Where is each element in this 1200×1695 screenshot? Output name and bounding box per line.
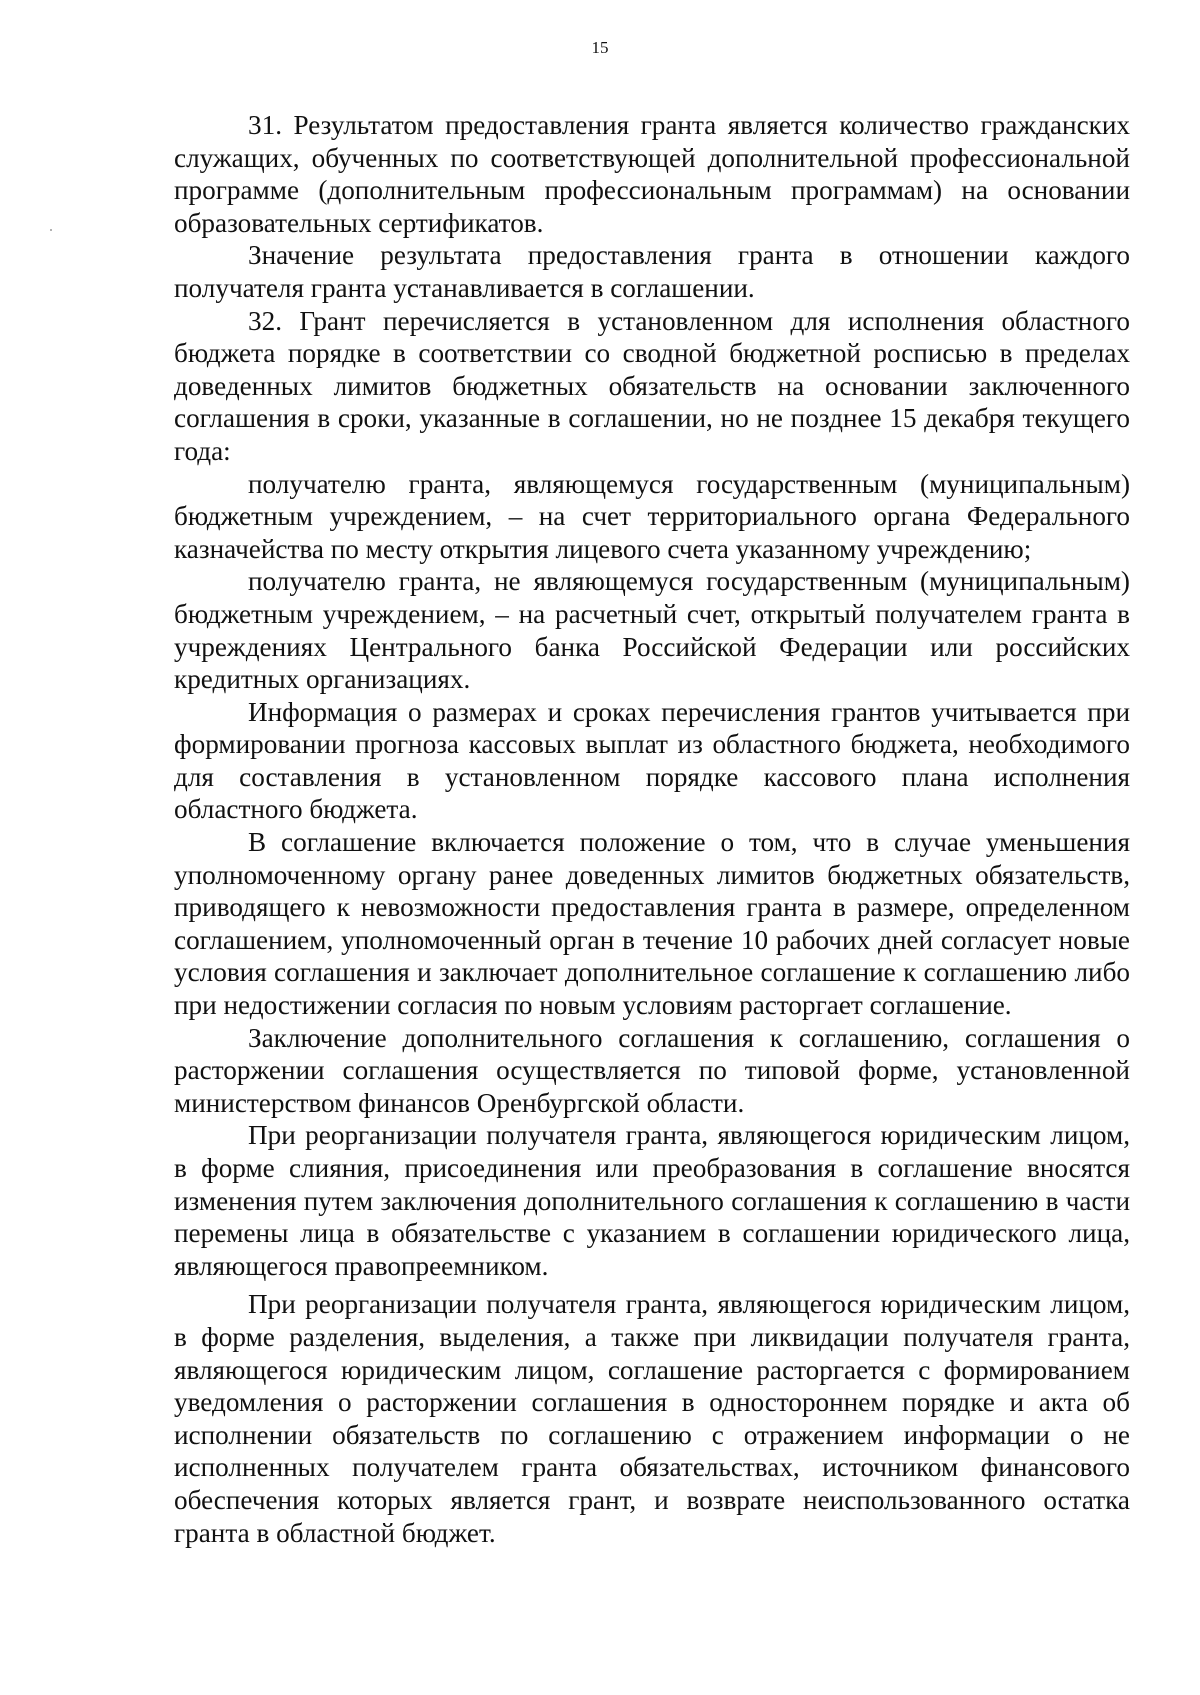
paragraph-result-value: Значение результата предоставления гранта в отношении каждого получателя гранта устанавливается в соглашении. [174, 240, 1130, 303]
paragraph-31-result: 31. Результатом предоставления гранта является количество гражданских служащих, обученных по соответствующей дополнительной профессиональной программе (дополнительным профессиональным программам) на основании образовательных сертификатов. [174, 110, 1130, 238]
page-number: 15 [591, 38, 609, 57]
paragraph-limits-reduction: В соглашение включается положение о том, что в случае уменьшения уполномоченному органу ранее доведенных лимитов бюджетных обязательств, приводящего к невозможности предоставления гранта в размере, определенном соглашением, уполномоченный орган в течение 10 рабочих дней согласует новые условия соглашения и заключает дополнительное соглашение к соглашению либо при недостижении согласия по новым условиям расторгает соглашение. [174, 827, 1130, 1021]
paragraph-reorganization-merger: При реорганизации получателя гранта, являющегося юридическим лицом, в форме слияния, присоединения или преобразования в соглашение вносятся изменения путем заключения дополнительного соглашения к соглашению в части перемены лица в обязательстве с указанием в соглашении юридического лица, являющегося правопреемником. [174, 1120, 1130, 1281]
paragraph-32-transfer: 32. Грант перечисляется в установленном для исполнения областного бюджета порядке в соответствии со сводной бюджетной росписью в пределах доведенных лимитов бюджетных обязательств на основании заключенного соглашения в сроки, указанные в соглашении, но не позднее 15 декабря текущего года: [174, 305, 1130, 466]
paragraph-budget-institution: получателю гранта, являющемуся государственным (муниципальным) бюджетным учреждением, – на счет территориального органа Федерального казначейства по месту открытия лицевого счета указанному учреждению; [174, 468, 1130, 564]
paragraph-standard-form: Заключение дополнительного соглашения к соглашению, соглашения о расторжении соглашения осуществляется по типовой форме, установленной министерством финансов Оренбургской области. [174, 1022, 1130, 1118]
paragraph-non-budget-institution: получателю гранта, не являющемуся государственным (муниципальным) бюджетным учреждением, – на расчетный счет, открытый получателем гранта в учреждениях Центрального банка Российской Федерации или российских кредитных организациях. [174, 566, 1130, 695]
document-body [174, 109, 1130, 1549]
paragraph-reorganization-division: При реорганизации получателя гранта, являющегося юридическим лицом, в форме разделения, выделения, а также при ликвидации получателя гранта, являющегося юридическим лицом, соглашение расторгается с формированием уведомления о расторжении соглашения в одностороннем порядке и акта об исполнении обязательств по соглашению с отражением информации о не исполненных получателем гранта обязательствах, источником финансового обеспечения которых является грант, и возврате неиспользованного остатка гранта в областной бюджет. [174, 1289, 1130, 1548]
scan-artifact-dot [50, 229, 52, 231]
paragraph-cash-forecast: Информация о размерах и сроках перечисления грантов учитывается при формировании прогноза кассовых выплат из областного бюджета, необходимого для составления в установленном порядке кассового плана исполнения областного бюджета. [174, 696, 1130, 825]
